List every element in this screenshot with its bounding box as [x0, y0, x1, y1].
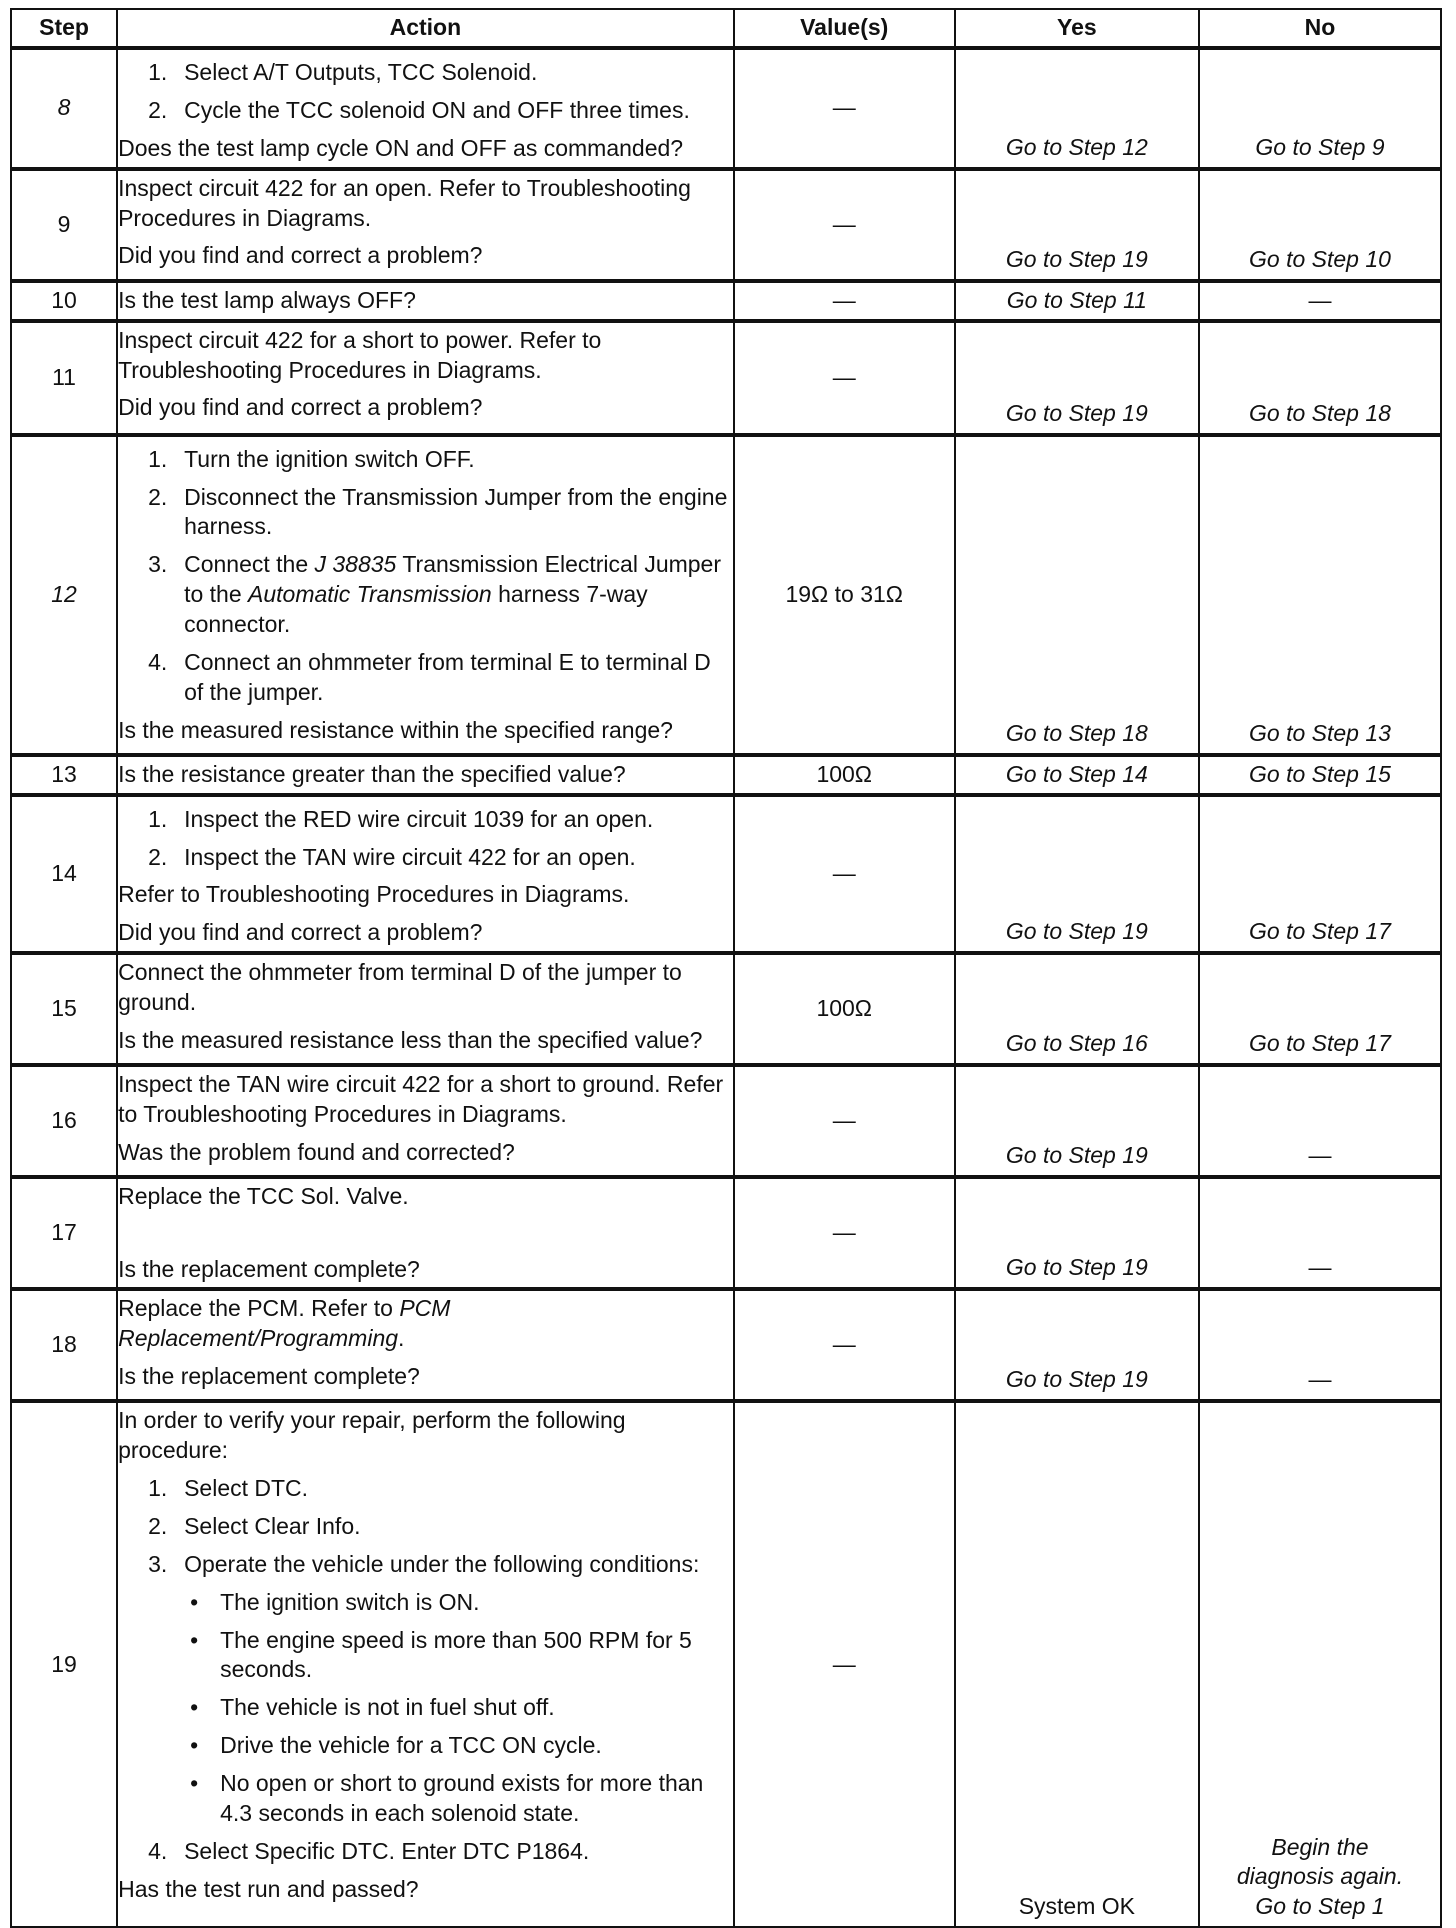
- question-text: Did you find and correct a problem?: [118, 394, 483, 421]
- action-text: Inspect circuit 422 for a short to power. Refer to Troubleshooting Procedures in Diagrams.: [118, 326, 602, 383]
- action-cell: [117, 169, 734, 281]
- list-item: 2. Disconnect the Transmission Jumper from the engine harness.: [148, 483, 728, 540]
- yes-cell: Go to Step 19: [955, 1177, 1199, 1289]
- no-cell: —: [1199, 281, 1441, 321]
- yes-cell: Go to Step 11: [955, 281, 1199, 321]
- list-item: 1. Select DTC.: [148, 1475, 309, 1502]
- yes-cell: Go to Step 19: [955, 1289, 1199, 1401]
- table-row: [11, 1401, 1441, 1927]
- list-item: 4. Select Specific DTC. Enter DTC P1864.: [148, 1837, 590, 1864]
- table-row: [11, 169, 1441, 281]
- value-cell: —: [734, 795, 955, 954]
- header-yes: Yes: [955, 9, 1199, 48]
- table-row: [11, 795, 1441, 954]
- bullet-item: • The vehicle is not in fuel shut off.: [190, 1694, 555, 1721]
- no-cell: Go to Step 9: [1199, 48, 1441, 169]
- header-action: Action: [117, 9, 734, 48]
- question-text: Does the test lamp cycle ON and OFF as commanded?: [118, 134, 684, 161]
- question-text: Was the problem found and corrected?: [118, 1139, 515, 1166]
- yes-cell: Go to Step 19: [955, 1065, 1199, 1177]
- value-cell: —: [734, 48, 955, 169]
- no-cell: —: [1199, 1289, 1441, 1401]
- action-cell: [117, 1177, 734, 1289]
- question-text: Is the measured resistance within the specified range?: [118, 716, 673, 743]
- yes-cell: Go to Step 16: [955, 953, 1199, 1065]
- header-row: [11, 9, 1441, 48]
- value-cell: 100Ω: [734, 755, 955, 795]
- no-cell: Go to Step 15: [1199, 755, 1441, 795]
- question-text: Is the resistance greater than the specified value?: [118, 760, 626, 787]
- list-item: 2. Cycle the TCC solenoid ON and OFF three times.: [148, 96, 690, 123]
- step-number: 11: [11, 321, 117, 435]
- value-cell: —: [734, 1401, 955, 1927]
- step-number: 12: [11, 435, 117, 755]
- yes-cell: Go to Step 19: [955, 169, 1199, 281]
- no-cell: Go to Step 13: [1199, 435, 1441, 755]
- list-item: 1. Select A/T Outputs, TCC Solenoid.: [148, 59, 538, 85]
- action-cell: [117, 953, 734, 1065]
- yes-cell: System OK: [955, 1401, 1199, 1927]
- step-number: 10: [11, 281, 117, 321]
- step-number: 13: [11, 755, 117, 795]
- no-cell: Go to Step 17: [1199, 795, 1441, 954]
- yes-cell: Go to Step 19: [955, 321, 1199, 435]
- table-row: [11, 1065, 1441, 1177]
- action-cell: [117, 1401, 734, 1927]
- action-text: Connect the ohmmeter from terminal D of the jumper to ground.: [118, 959, 682, 1016]
- header-step: Step: [11, 9, 117, 48]
- action-text: Inspect the TAN wire circuit 422 for a short to ground. Refer to Troubleshooting Procedures in Diagrams.: [118, 1071, 724, 1128]
- value-cell: —: [734, 169, 955, 281]
- step-number: 18: [11, 1289, 117, 1401]
- yes-cell: Go to Step 14: [955, 755, 1199, 795]
- action-cell: [117, 795, 734, 954]
- bullet-item: • The engine speed is more than 500 RPM for 5 seconds.: [190, 1626, 692, 1683]
- no-cell: —: [1199, 1065, 1441, 1177]
- value-cell: —: [734, 321, 955, 435]
- action-cell: [117, 1065, 734, 1177]
- action-text: In order to verify your repair, perform the following procedure:: [118, 1407, 626, 1464]
- table-row: [11, 435, 1441, 755]
- yes-cell: Go to Step 18: [955, 435, 1199, 755]
- value-cell: —: [734, 1289, 955, 1401]
- list-item: 3. Connect the J 38835 Transmission Electrical Jumper to the Automatic Transmission harness 7-way connector.: [148, 551, 722, 638]
- no-cell: Go to Step 17: [1199, 953, 1441, 1065]
- step-number: 19: [11, 1401, 117, 1927]
- yes-cell: Go to Step 12: [955, 48, 1199, 169]
- step-number: 9: [11, 169, 117, 281]
- action-text: Inspect circuit 422 for an open. Refer to Troubleshooting Procedures in Diagrams.: [118, 174, 691, 231]
- value-cell: 100Ω: [734, 953, 955, 1065]
- step-number: 17: [11, 1177, 117, 1289]
- question-text: Is the replacement complete?: [118, 1256, 420, 1283]
- yes-cell: Go to Step 19: [955, 795, 1199, 954]
- table-row: [11, 281, 1441, 321]
- header-values: Value(s): [734, 9, 955, 48]
- no-cell: Go to Step 18: [1199, 321, 1441, 435]
- step-number: 16: [11, 1065, 117, 1177]
- table-row: [11, 1289, 1441, 1401]
- no-cell: Go to Step 10: [1199, 169, 1441, 281]
- action-text: Replace the TCC Sol. Valve.: [118, 1183, 409, 1210]
- table-row: [11, 48, 1441, 169]
- question-text: Is the test lamp always OFF?: [118, 286, 416, 313]
- action-cell: [117, 1289, 734, 1401]
- list-item: 2. Select Clear Info.: [148, 1512, 361, 1539]
- value-cell: 19Ω to 31Ω: [734, 435, 955, 755]
- diagnostic-table: [10, 8, 1442, 1928]
- list-item: 1. Turn the ignition switch OFF.: [148, 445, 475, 472]
- list-item: 1. Inspect the RED wire circuit 1039 for an open.: [148, 805, 654, 832]
- value-cell: —: [734, 281, 955, 321]
- no-cell: —: [1199, 1177, 1441, 1289]
- reference-link-text: PCM Replacement/Programming: [118, 1295, 451, 1352]
- step-number: 15: [11, 953, 117, 1065]
- question-text: Has the test run and passed?: [118, 1875, 419, 1902]
- list-item: 3. Operate the vehicle under the following conditions:: [148, 1550, 700, 1577]
- question-text: Did you find and correct a problem?: [118, 242, 483, 269]
- action-cell: [117, 321, 734, 435]
- question-text: Is the replacement complete?: [118, 1363, 420, 1390]
- list-item: 2. Inspect the TAN wire circuit 422 for an open.: [148, 843, 636, 870]
- question-text: Did you find and correct a problem?: [118, 919, 483, 946]
- action-cell: [117, 48, 734, 169]
- header-no: No: [1199, 9, 1441, 48]
- bullet-item: • Drive the vehicle for a TCC ON cycle.: [190, 1732, 602, 1759]
- table-row: [11, 321, 1441, 435]
- table-row: [11, 1177, 1441, 1289]
- action-text: Replace the PCM. Refer to PCM Replacement/Programming.: [118, 1295, 451, 1352]
- bullet-item: • No open or short to ground exists for more than 4.3 seconds in each solenoid state.: [190, 1770, 704, 1827]
- action-note: Refer to Troubleshooting Procedures in Diagrams.: [118, 881, 630, 908]
- no-cell: Begin the diagnosis again. Go to Step 1: [1199, 1401, 1441, 1927]
- step-number: 14: [11, 795, 117, 954]
- table-row: [11, 755, 1441, 795]
- table-row: [11, 953, 1441, 1065]
- action-cell: [117, 281, 734, 321]
- bullet-item: • The ignition switch is ON.: [190, 1588, 480, 1615]
- action-cell: [117, 435, 734, 755]
- list-item: 4. Connect an ohmmeter from terminal E to terminal D of the jumper.: [148, 649, 711, 705]
- value-cell: —: [734, 1177, 955, 1289]
- action-cell: [117, 755, 734, 795]
- value-cell: —: [734, 1065, 955, 1177]
- step-number: 8: [11, 48, 117, 169]
- question-text: Is the measured resistance less than the specified value?: [118, 1027, 703, 1054]
